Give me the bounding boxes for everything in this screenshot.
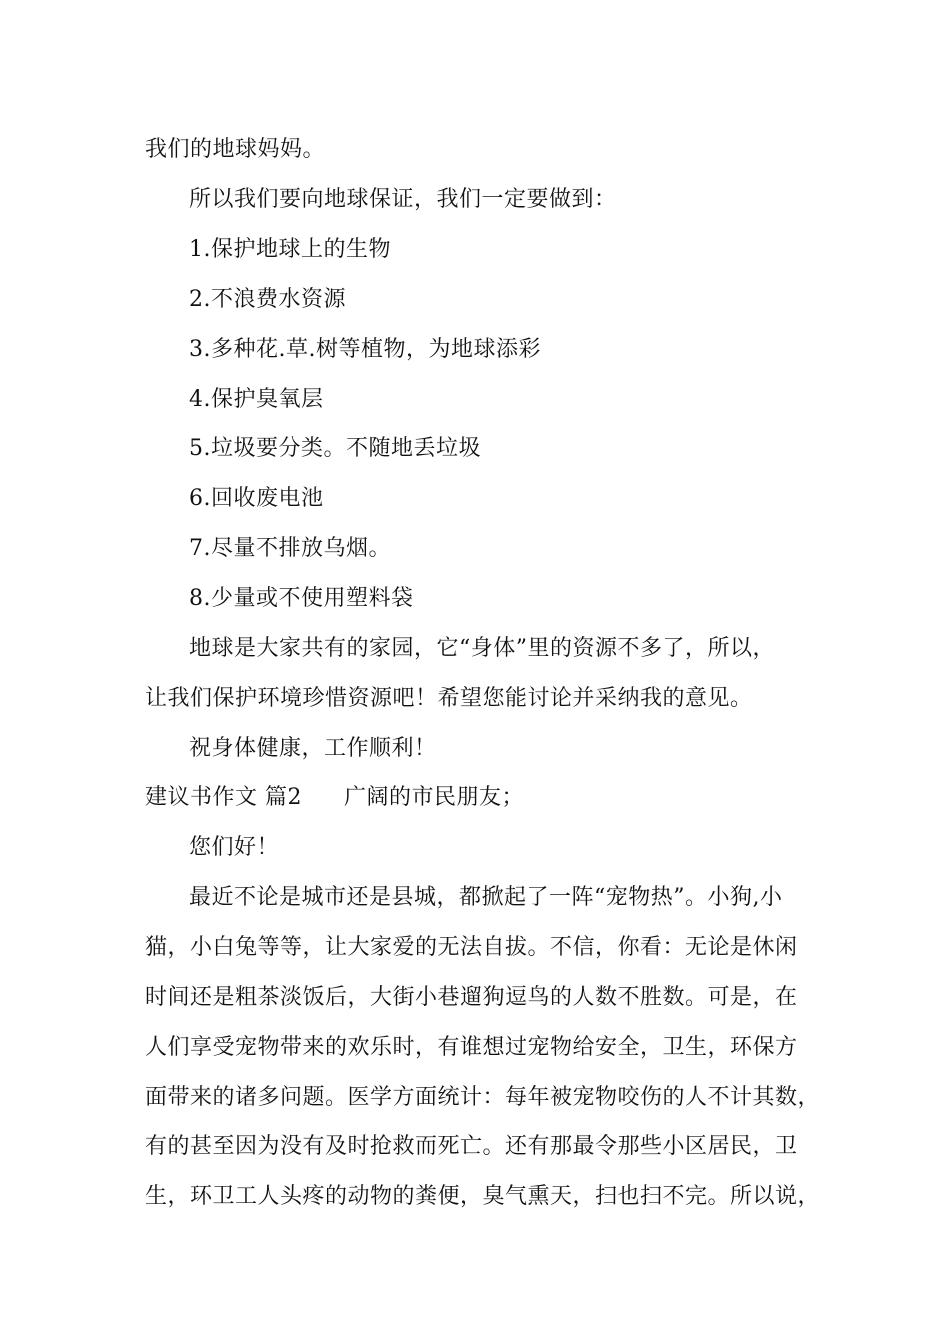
paragraph-closing: 祝身体健康，工作顺利！ bbox=[189, 736, 437, 761]
paragraph-line: 人们享受宠物带来的欢乐时，有谁想过宠物给安全，卫生，环保方 bbox=[145, 1035, 798, 1060]
paragraph-line: 时间还是粗茶淡饭后，大街小巷遛狗逗鸟的人数不胜数。可是，在 bbox=[145, 985, 798, 1010]
paragraph-promise-intro: 所以我们要向地球保证，我们一定要做到： bbox=[189, 187, 617, 212]
list-item: 8.少量或不使用塑料袋 bbox=[189, 586, 414, 611]
list-item: 5.垃圾要分类。不随地丢垃圾 bbox=[189, 436, 481, 461]
section-salutation: 广阔的市民朋友； bbox=[344, 785, 525, 810]
paragraph-line: 最近不论是城市还是县城，都掀起了一阵“宠物热”。小狗,小 bbox=[189, 885, 783, 910]
paragraph-line: 有的甚至因为没有及时抢救而死亡。还有那最令那些小区居民，卫 bbox=[145, 1134, 798, 1159]
section-heading-row bbox=[145, 783, 524, 813]
paragraph-conclusion-line: 地球是大家共有的家园，它“身体”里的资源不多了，所以， bbox=[189, 636, 775, 661]
section-title: 建议书作文 篇2 bbox=[145, 785, 302, 810]
list-item: 6.回收废电池 bbox=[189, 486, 324, 511]
list-item: 1.保护地球上的生物 bbox=[189, 237, 391, 262]
paragraph-conclusion-line: 让我们保护环境珍惜资源吧！希望您能讨论并采纳我的意见。 bbox=[145, 686, 753, 711]
paragraph-intro-tail: 我们的地球妈妈。 bbox=[145, 137, 326, 162]
list-item: 3.多种花.草.树等植物，为地球添彩 bbox=[189, 337, 541, 362]
list-item: 2.不浪费水资源 bbox=[189, 287, 346, 312]
paragraph-line: 猫，小白兔等等，让大家爱的无法自拔。不信，你看：无论是休闲 bbox=[145, 935, 798, 960]
list-item: 4.保护臭氧层 bbox=[189, 387, 324, 412]
paragraph-greeting: 您们好！ bbox=[189, 835, 280, 860]
paragraph-line: 面带来的诸多问题。医学方面统计：每年被宠物咬伤的人不计其数， bbox=[145, 1085, 821, 1110]
list-item: 7.尽量不排放乌烟。 bbox=[189, 536, 391, 561]
paragraph-line: 生，环卫工人头疼的动物的粪便，臭气熏天，扫也扫不完。所以说， bbox=[145, 1184, 821, 1209]
